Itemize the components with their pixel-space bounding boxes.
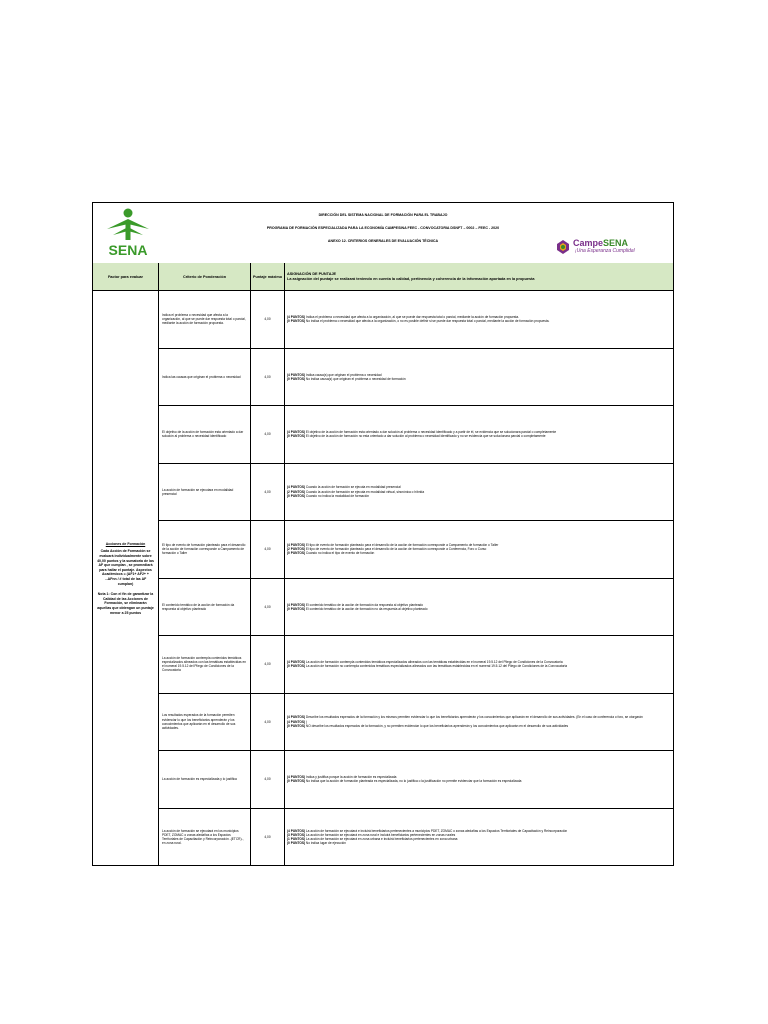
table-row [159,751,673,809]
score-points: (0 PUNTOS) [287,664,306,669]
score-text: El tipo de evento de formación planteado para el desarrollo de la acción de formación corresponde a Conferencia, Foro o Curso [305,547,487,552]
criterio-cell: Los resultados esperados de la formación permiten evidenciar lo que los beneficiarios aprenderán y los conocimientos que aplicarán en el desarrollo de sus actividades. [159,694,251,751]
col-header-criterio: Criterio de Ponderación [159,263,251,291]
criterio-cell: Indica el problema o necesidad que afecta a la organización, al que se puede dar respuesta total o parcial, mediante la acción de formación propuesta. [159,291,251,348]
puntaje-cell: 4,00 [251,636,285,693]
score-points: (4 PUNTOS) [287,660,306,665]
criterio-cell: La acción de formación es especializada y lo justifica [159,751,251,808]
table-row [159,349,673,407]
score-points: (4 PUNTOS) [287,542,306,547]
score-points: (0 PUNTOS) [287,841,306,846]
score-points: (0 PUNTOS) [287,376,306,381]
score-line [287,494,424,498]
score-text: El tipo de evento de formación planteado para el desarrollo de la acción de formación corresponde a Campamento de formación o Taller [305,542,499,547]
header-line-2: PROGRAMA DE FORMACIÓN ESPECIALIZADA PARA LA ECONOMÍA CAMPESINA FEEC - CONVOCATORIA DSNFT – 0002 – FEEC - 2020 [266,226,500,230]
score-line [287,664,567,668]
criterio-cell: La acción de formación se ejecutara en modalidad presencial [159,464,251,521]
score-line [287,319,549,323]
score-text: Describe los resultados esperados de la formación y los mismos permiten evidenciar lo que los beneficiarios aprenderán y los conocimientos que aplicarán en el desarrollo de sus actividades. (En el caso de conferencia o foro, se otorgarán [305,715,643,720]
score-points: (0 PUNTOS) [287,723,306,728]
score-text: No indica causa(s) que originan el problema o necesidad de formación [305,376,406,381]
score-text: Indica y justifica porque la acción de formación es especializada [305,775,397,780]
criterio-cell: Indica las causas que originan el problema o necesidad [159,349,251,406]
campesena-logo [555,237,667,257]
score-text: La acción de formación no contempla contenidos temáticos especializados alineados con las temáticas establecidas en el numeral 19.5.12 del Pliego de Condiciones de la Convocatoria [305,664,568,669]
score-line [287,434,556,438]
score-points: (0 PUNTOS) [287,434,306,439]
asignacion-title: ASIGNACIÓN DE PUNTAJE [287,271,337,276]
criteria-rows [159,291,673,866]
puntaje-cell: 4,00 [251,406,285,463]
table-row [159,521,673,579]
score-text: Cuando no indica el tipo de evento de formación [305,551,375,556]
score-text: El objetivo de la acción de formación esta orientado a dar solución al problema o necesidad identificado y a partir de él, se evidencia que se solucionara parcial o completamente [305,430,557,435]
table-row [159,809,673,867]
score-text: La acción de formación se ejecutará en zona urbana e incluirá beneficiarios pertenecientes en zona urbana [305,837,458,842]
score-line [287,377,406,381]
asignacion-cell [285,406,673,463]
score-text: No indica lugar de ejecución [305,841,346,846]
puntaje-cell: 4,00 [251,579,285,636]
campesena-tagline: ¡Una Esperanza Cumplida! [575,248,636,254]
sena-logo [99,207,157,259]
sena-logo-text: SENA [108,242,148,258]
table-row [159,694,673,752]
criterio-cell: La acción de formación se ejecutará en los municipios PDET, ZOMAC o zonas aledañas a los Espacios Territoriales de Capacitación y Reincorporación -(ETCR)-, en zona rural. [159,809,251,867]
criterio-cell: La acción de formación contempla contenidos temáticos especializados alineados con las temáticas establecidas en el numeral 19.5.12 del Pliego de Condiciones de la Convocatoria [159,636,251,693]
score-text: ) [305,719,307,724]
evaluation-sheet [92,202,674,866]
asignacion-cell [285,636,673,693]
header-line-1: DIRECCIÓN DEL SISTEMA NACIONAL DE FORMACIÓN PARA EL TRABAJO [318,213,448,217]
asignacion-cell [285,579,673,636]
factor-title: Acciones de Formación [105,541,146,546]
header-line-3: ANEXO 12. CRITERIOS GENERALES DE EVALUACIÓN TÉCNICA [327,239,439,243]
criterio-cell: El tipo de evento de formación planteado para el desarrollo de la acción de formación corresponde a Campamento de formación o Taller [159,521,251,578]
table-row [159,579,673,637]
score-points: (4 PUNTOS) [287,315,306,320]
asignacion-cell [285,694,673,751]
score-points: (0 PUNTOS) [287,551,306,556]
col-header-asignacion [285,263,673,291]
score-points: (4 PUNTOS) [287,715,306,720]
puntaje-cell: 4,00 [251,809,285,867]
criterio-cell: El objetivo de la acción de formación esta orientado a dar solución al problema o necesidad identificado [159,406,251,463]
table-row [159,636,673,694]
score-line [287,551,498,555]
asignacion-cell [285,464,673,521]
factor-body: Cada Acción de Formación se evaluará individualmente sobre 40,00 puntos y la sumatoria de las AF que cumplan , se promediará para hallar el puntaje. Aspectos Académicos = (AF1+ AF2+ + ...AFnn / # total de las AF cumplan) [97,549,154,586]
score-line [287,779,521,783]
table-row [159,291,673,349]
puntaje-cell: 4,00 [251,694,285,751]
table-row [159,464,673,522]
header-titles [213,209,553,248]
campesena-icon [555,239,571,255]
criterio-cell: El contenido temático de la acción de formación da respuesta al objetivo planteado [159,579,251,636]
score-text: Indica causa(s) que originan el problema o necesidad [305,372,382,377]
table-row [159,406,673,464]
score-points: (4 PUNTOS) [287,775,306,780]
score-points: (0 PUNTOS) [287,493,306,498]
score-text: Cuando la acción de formación se ejecuta en modalidad virtual, sincrónica o híbrida [305,489,425,494]
score-text: La acción de formación se ejecutará en zona rural e incluirá beneficiarios pertenecientes en zonas rurales [305,833,456,838]
puntaje-cell: 4,00 [251,349,285,406]
score-text: Cuando no indica la modalidad de formación [305,493,369,498]
asignacion-cell [285,349,673,406]
score-points: (4 PUNTOS) [287,602,306,607]
score-text: La acción de formación se ejecutará e incluirá beneficiarios pertenecientes a municipios PDET, ZOMAC o zonas aledañas a los Espacios Territoriales de Capacitación y Reincorporación [305,828,568,833]
score-text: El objetivo de la acción de formación no esta orientado a dar solución al problema o necesidad identificado y no se evidencia que se solucionara parcial o completamente [305,434,546,439]
score-text: Cuando la acción de formación se ejecuta en modalidad presencial [305,485,401,490]
score-points: (2 PUNTOS) [287,547,306,552]
score-line [287,715,643,719]
score-text: El contenido temático de la acción de formación no da respuesta al objetivo planteado [305,606,428,611]
factor-note: Nota 1: Con el fin de garantizar la Calidad de las Acciones de Formación, se eliminarán aquellas que obtengan un puntaje menor a 25 puntos [97,592,154,615]
asignacion-cell [285,521,673,578]
score-line [287,607,427,611]
sheet-header [93,203,673,264]
score-points: (3 PUNTOS) [287,833,306,838]
col-header-puntaje: Puntaje máximo [251,263,285,291]
score-text: Indica el problema o necesidad que afecta a la organización, al que se puede dar respuesta total o parcial, mediante la acción de formación propuesta. [305,315,520,320]
score-text: La acción de formación contempla contenidos temáticos especializados alineados con las temáticas establecidas en el numeral 19.5.12 del Pliego de Condiciones de la Convocatoria [305,660,563,665]
score-points: (0 PUNTOS) [287,779,306,784]
asignacion-subtitle: La asignación del puntaje se realizará teniendo en cuenta la calidad, pertinencia y coherencia de la información aportada en la propuesta [287,276,535,281]
score-points: (1 PUNTOS) [287,837,306,842]
score-text: No indica el problema o necesidad que afecta a la organización, o no es posible definir si se puede dar respuesta total o parcial, mediante la acción de formación propuesta. [305,319,550,324]
asignacion-cell [285,291,673,348]
score-line [287,841,567,845]
factor-cell [93,291,159,866]
puntaje-cell: 4,00 [251,291,285,348]
score-points: (0 PUNTOS) [287,606,306,611]
score-points: (4 PUNTOS) [287,485,306,490]
col-header-factor: Factor para evaluar [93,263,159,291]
score-line [287,724,643,728]
asignacion-cell [285,809,673,867]
campesena-brand: CampeSENA [573,238,629,248]
score-text: No indica que la acción de formación planteada es especializada, no lo justifica o la justificación no permite evidenciar que la formación es especializada [305,779,522,784]
asignacion-cell [285,751,673,808]
puntaje-cell: 4,00 [251,464,285,521]
score-points: (4 PUNTOS) [287,430,306,435]
puntaje-cell: 4,00 [251,751,285,808]
score-points: (4 PUNTOS) [287,828,306,833]
score-points: (4 PUNTOS) [287,719,306,724]
puntaje-cell: 4,00 [251,521,285,578]
score-points: (2 PUNTOS) [287,489,306,494]
score-text: NO describe los resultados esperados de la formación, y no permiten evidenciar lo que los beneficiarios aprenderán y los conocimientos que aplicarán en el desarrollo de sus actividades [305,723,569,728]
score-points: (0 PUNTOS) [287,319,306,324]
score-points: (4 PUNTOS) [287,372,306,377]
score-text: El contenido temático de la acción de formación da respuesta al objetivo planteado [305,602,424,607]
